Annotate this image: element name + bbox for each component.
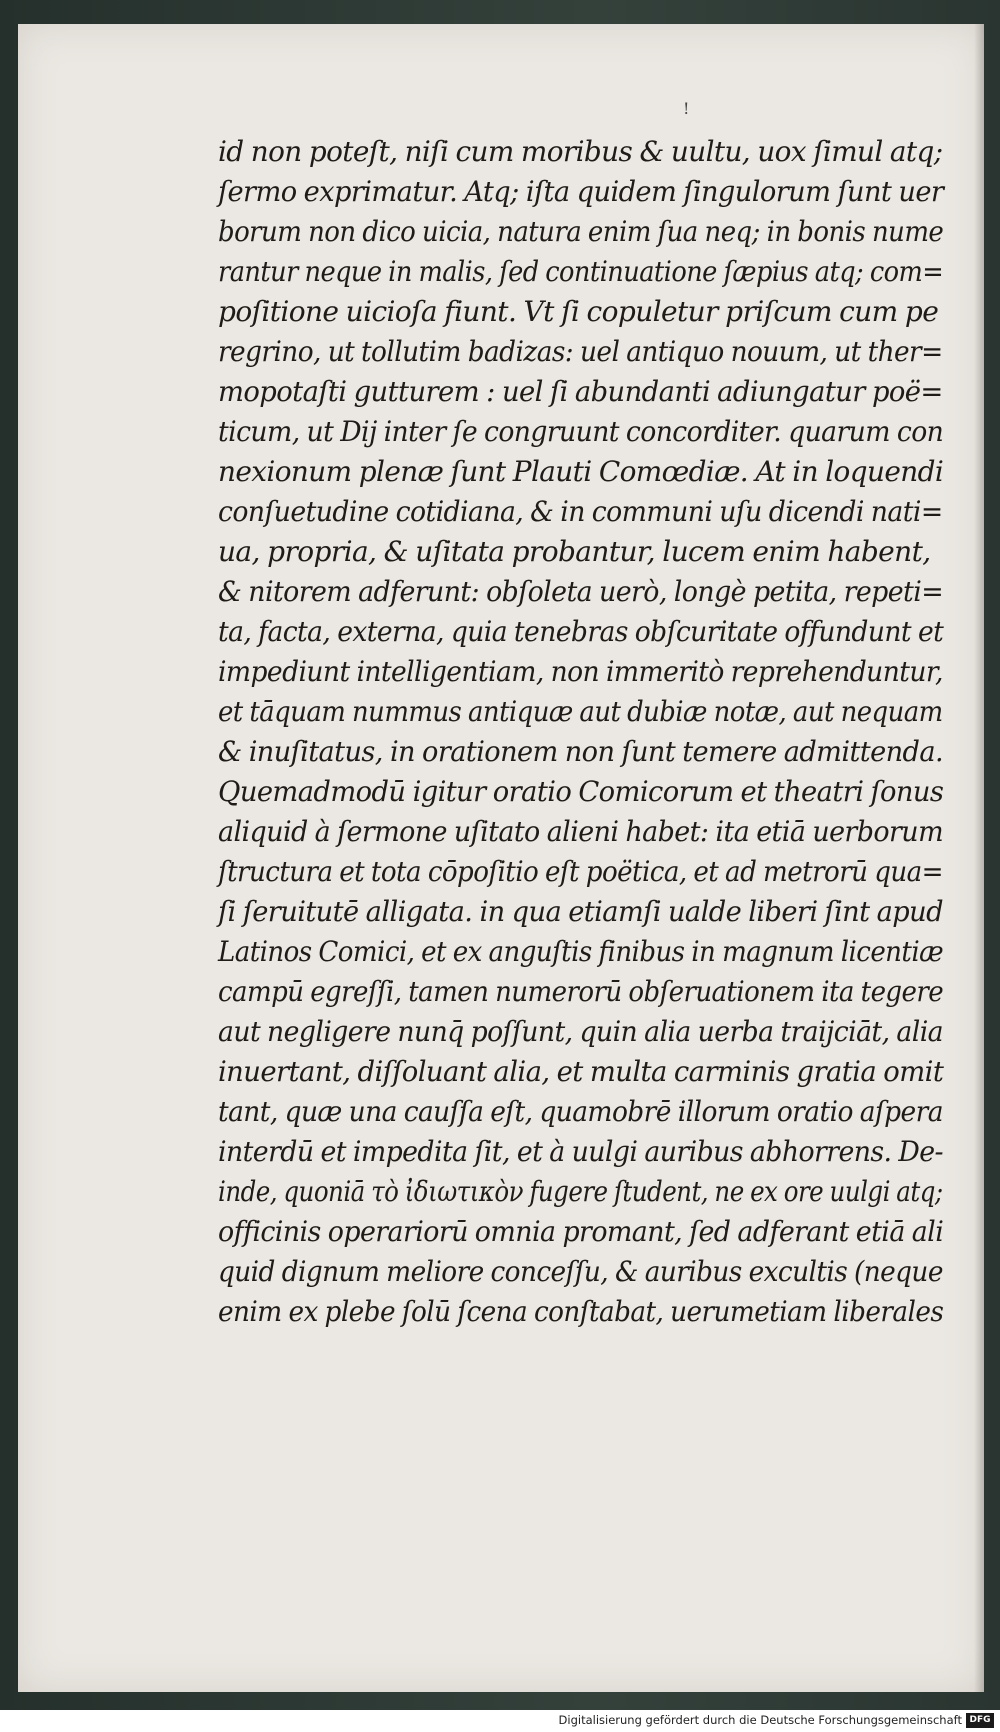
text-line: & inuſitatus, in orationem non ſunt temere admittenda.: [218, 735, 944, 768]
text-line: impediunt intelligentiam, non immeritò reprehenduntur,: [218, 655, 943, 688]
text-line: nexionum plenæ ſunt Plauti Comœdiæ. At in loquendi: [218, 455, 944, 488]
text-line: aut negligere nunq̄ poſſunt, quin alia uerba traijciāt, alia: [218, 1015, 944, 1048]
text-line: et tāquam nummus antiquæ aut dubiæ notæ, aut nequam: [218, 695, 943, 728]
text-line: inde, quoniā τὸ ἰδιωτικὸν fugere ſtudent, ne ex ore uulgi atq;: [218, 1175, 943, 1208]
marginal-mark: !: [683, 99, 690, 118]
text-line: regrino, ut tollutim badizas: uel antiquo nouum, ut ther=: [218, 335, 943, 368]
text-line: ſermo exprimatur. Atq; iſta quidem ſingulorum ſunt uer: [218, 175, 944, 208]
text-line: poſitione uicioſa fiunt. Vt ſi copuletur priſcum cum pe: [218, 295, 939, 328]
text-line: ua, propria, & uſitata probantur, lucem enim habent,: [218, 535, 931, 568]
dfg-logo: DFG: [966, 1713, 994, 1728]
text-line: campū egreſſi, tamen numerorū obſeruationem ita tegere: [218, 975, 944, 1008]
text-line: enim ex plebe ſolū ſcena conſtabat, uerumetiam liberales: [218, 1295, 944, 1328]
text-line: inuertant, diſſoluant alia, et multa carminis gratia omit: [218, 1055, 944, 1088]
page-text-block: [218, 132, 943, 1332]
text-line: interdū et impedita ſit, et à uulgi auribus abhorrens. De-: [218, 1135, 944, 1168]
text-line: ſtructura et tota cōpoſitio eſt poëtica, et ad metrorū qua=: [218, 855, 943, 888]
text-line: ſi ſeruitutē alligata. in qua etiamſi ualde liberi ſint apud: [218, 895, 943, 928]
page-edge-shadow: [974, 24, 984, 1692]
funding-credit: Digitalisierung gefördert durch die Deutsche Forschungsgemeinschaft: [558, 1713, 962, 1727]
text-line: ta, facta, externa, quia tenebras obſcuritate offundunt et: [218, 615, 944, 648]
text-line: officinis operariorū omnia promant, ſed adferant etiā ali: [218, 1215, 944, 1248]
text-line: & nitorem adferunt: obſoleta uerò, longè petita, repeti=: [218, 575, 944, 608]
text-line: id non poteſt, niſi cum moribus & uultu, uox ſimul atq;: [218, 135, 943, 168]
text-line: borum non dico uicia, natura enim ſua neq; in bonis nume: [218, 215, 944, 248]
footer-bar: [0, 1710, 1000, 1732]
text-line: quid dignum meliore conceſſu, & auribus excultis (neque: [218, 1255, 943, 1288]
text-line: tant, quæ una cauſſa eſt, quamobrē illorum oratio aſpera: [218, 1095, 943, 1128]
text-line: Quemadmodū igitur oratio Comicorum et theatri ſonus: [218, 775, 944, 808]
text-line: conſuetudine cotidiana, & in communi uſu dicendi nati=: [218, 495, 943, 528]
text-line: aliquid à ſermone uſitato alieni habet: ita etiā uerborum: [218, 815, 944, 848]
text-line: rantur neque in malis, ſed continuatione ſæpius atq; com=: [218, 255, 944, 288]
text-line: Latinos Comici, et ex anguſtis finibus in magnum licentiæ: [218, 935, 944, 968]
text-line: ticum, ut Dij inter ſe congruunt concorditer. quarum con: [218, 415, 944, 448]
text-line: mopotaſti gutturem : uel ſi abundanti adiungatur poë=: [218, 375, 943, 408]
